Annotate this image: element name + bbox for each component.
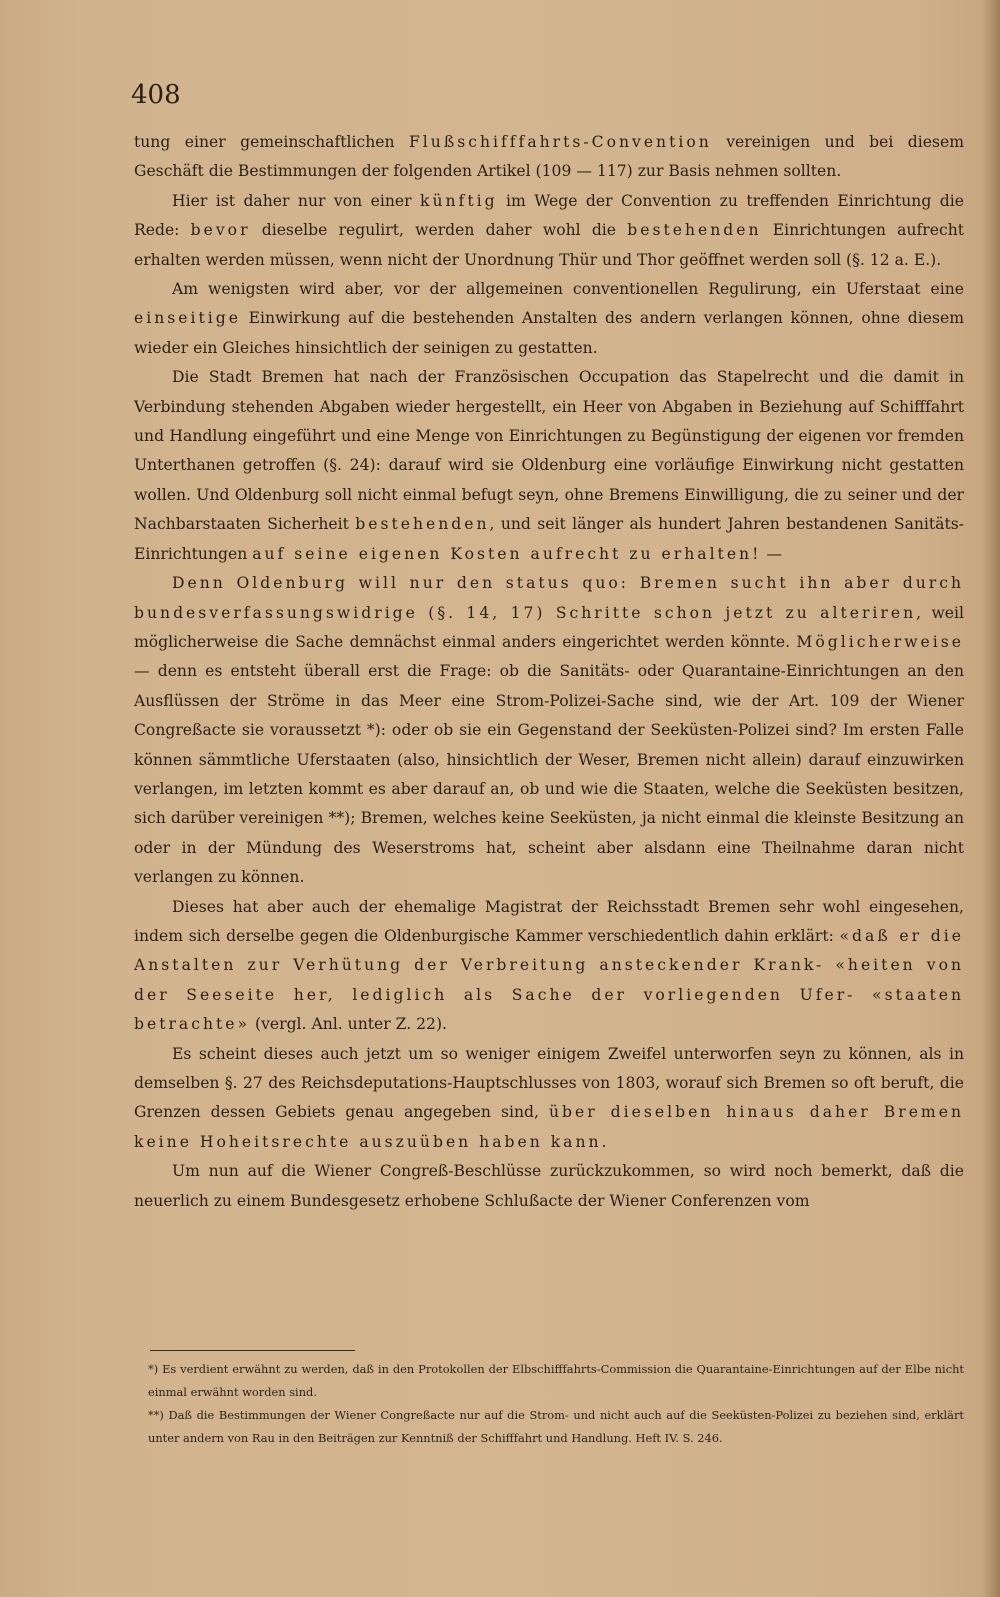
paragraph (134, 569, 964, 892)
paragraph (134, 1040, 964, 1158)
footnote: *) Es verdient erwähnt zu werden, daß in den Protokollen der Elbschifffahrts-Commission die Quarantaine-Einrichtungen auf der Elbe nicht einmal erwähnt worden sind. (148, 1362, 964, 1399)
paragraph-text: Am wenigsten wird aber, vor der allgemeinen conventionellen Regulirung, ein Uferstaat eine (172, 280, 964, 299)
paragraph-text: — (761, 544, 782, 563)
paragraph (134, 275, 964, 363)
spaced-emphasis-text: Möglicherweise (796, 632, 964, 651)
paragraph (134, 363, 964, 569)
paragraph-text: Hier ist daher nur von einer (172, 191, 421, 210)
spaced-emphasis-text: Denn Oldenburg will nur den status quo: Bremen sucht ihn aber durch bundesverfassungswidrige (§. 14, 17) Schritte schon jetzt zu alteriren, (134, 574, 964, 622)
paragraph-text: im Wege der Convention zu treffenden Einrichtung die Rede: (134, 191, 964, 240)
paragraph (134, 1157, 964, 1216)
spaced-emphasis-text: bevor (190, 221, 251, 240)
paragraph-text: tung einer gemeinschaftlichen (134, 133, 409, 151)
spaced-emphasis-text: «daß er die Anstalten zur Verhütung der Verbreitung ansteckender Krank- «heiten von der Seeseite her, lediglich als Sache der vorliegenden Ufer- «staaten betrachte» (134, 926, 964, 1034)
page-number: 408 (131, 80, 181, 110)
footnote: **) Daß die Bestimmungen der Wiener Congreßacte nur auf die Strom- und nicht auch auf die Seeküsten-Polizei zu beziehen sind, erklärt unter andern von Rau in den Beiträgen zur Kenntniß der Schifffahrt und Handlung. Heft IV. S. 246. (148, 1408, 964, 1445)
paragraph-text: — denn es entsteht überall erst die Frage: ob die Sanitäts- oder Quarantaine-Einrichtungen an den Ausflüssen der Ströme in das Meer eine Strom-Polizei-Sache sind, wie der Art. 109 der Wiener Congreßacte sie voraussetzt *): oder ob sie ein Gegenstand der Seeküsten-Polizei sind? Im ersten Falle können sämmtliche Uferstaaten (also, hinsichtlich der Weser, Bremen nicht allein) darauf einzuwirken verlangen, im letzten kommt es aber darauf an, ob und wie die Staaten, welche die Seeküsten besitzen, sich darüber vereinigen **); Bremen, welches keine Seeküsten, ja nicht einmal die kleinste Besitzung an oder in der Mündung des Weserstroms hat, scheint aber alsdann eine Theilnahme daran nicht verlangen zu können. (134, 662, 964, 887)
main-text-body (134, 128, 964, 1216)
spaced-emphasis-text: einseitige (134, 309, 241, 328)
spaced-emphasis-text: bestehenden (355, 515, 490, 534)
paragraph-text: Dieses hat aber auch der ehemalige Magistrat der Reichsstadt Bremen sehr wohl eingesehen, indem sich derselbe gegen die Oldenburgische Kammer verschiedentlich dahin erklärt: (134, 897, 964, 945)
paragraph-text: , und seit länger als hundert Jahren bestandenen Sanitäts-Einrichtungen (134, 515, 965, 563)
paragraph-text: Die Stadt Bremen hat nach der Französischen Occupation das Stapelrecht und die damit in Verbindung stehenden Abgaben wieder hergestellt, ein Heer von Abgaben in Beziehung auf Schifffahrt und Handlung eingeführt und eine Menge von Einrichtungen zu Begünstigung der eigenen vor fremden Unterthanen getroffen (§. 24): darauf wird sie Oldenburg eine vorläufige Einwirkung nicht gestatten wollen. Und Oldenburg soll nicht einmal befugt seyn, ohne Bremens Einwilligung, die zu seiner und der Nachbarstaaten Sicherheit (134, 368, 964, 534)
paragraph (134, 893, 964, 1040)
footnotes (134, 1358, 964, 1450)
spaced-emphasis-text: Flußschifffahrts-Convention (408, 133, 712, 151)
footnote-divider (150, 1350, 355, 1351)
paragraph-text: Einwirkung auf die bestehenden Anstalten des andern verlangen können, ohne diesem wieder ein Gleiches hinsichtlich der seinigen zu gestatten. (134, 309, 964, 357)
paragraph-text: Es scheint dieses auch jetzt um so weniger einigem Zweifel unterworfen seyn zu können, als in demselben §. 27 des Reichsdeputations-Hauptschlusses von 1803, worauf sich Bremen so oft beruft, die Grenzen dessen Gebiets genau angegeben sind, (134, 1044, 964, 1122)
spaced-emphasis-text: künftig (420, 191, 498, 210)
spaced-emphasis-text: auf seine eigenen Kosten aufrecht zu erhalten! (252, 544, 762, 563)
paragraph-text: (vergl. Anl. unter Z. 22). (250, 1015, 448, 1034)
paragraph-text: vereinigen und bei diesem Geschäft die Bestimmungen der folgenden Artikel (109 — 117) zur Basis nehmen sollten. (134, 133, 964, 181)
paragraph-text: dieselbe regulirt, werden daher wohl die (250, 221, 628, 240)
spaced-emphasis-text: bestehenden (627, 221, 762, 240)
paragraph-text: weil möglicherweise die Sache demnächst einmal anders eingerichtet werden könnte. (134, 603, 964, 651)
paragraph-text: Um nun auf die Wiener Congreß-Beschlüsse zurückzukommen, so wird noch bemerkt, daß die neuerlich zu einem Bundesgesetz erhobene Schlußacte der Wiener Conferenzen vom (134, 1162, 964, 1210)
spaced-emphasis-text: über dieselben hinaus daher Bremen keine Hoheitsrechte auszuüben haben kann. (134, 1103, 964, 1151)
paragraph (134, 128, 964, 187)
paragraph-text: Einrichtungen aufrecht erhalten werden müssen, wenn nicht der Unordnung Thür und Thor geöffnet werden soll (§. 12 a. E.). (134, 221, 965, 269)
paragraph (134, 187, 964, 275)
